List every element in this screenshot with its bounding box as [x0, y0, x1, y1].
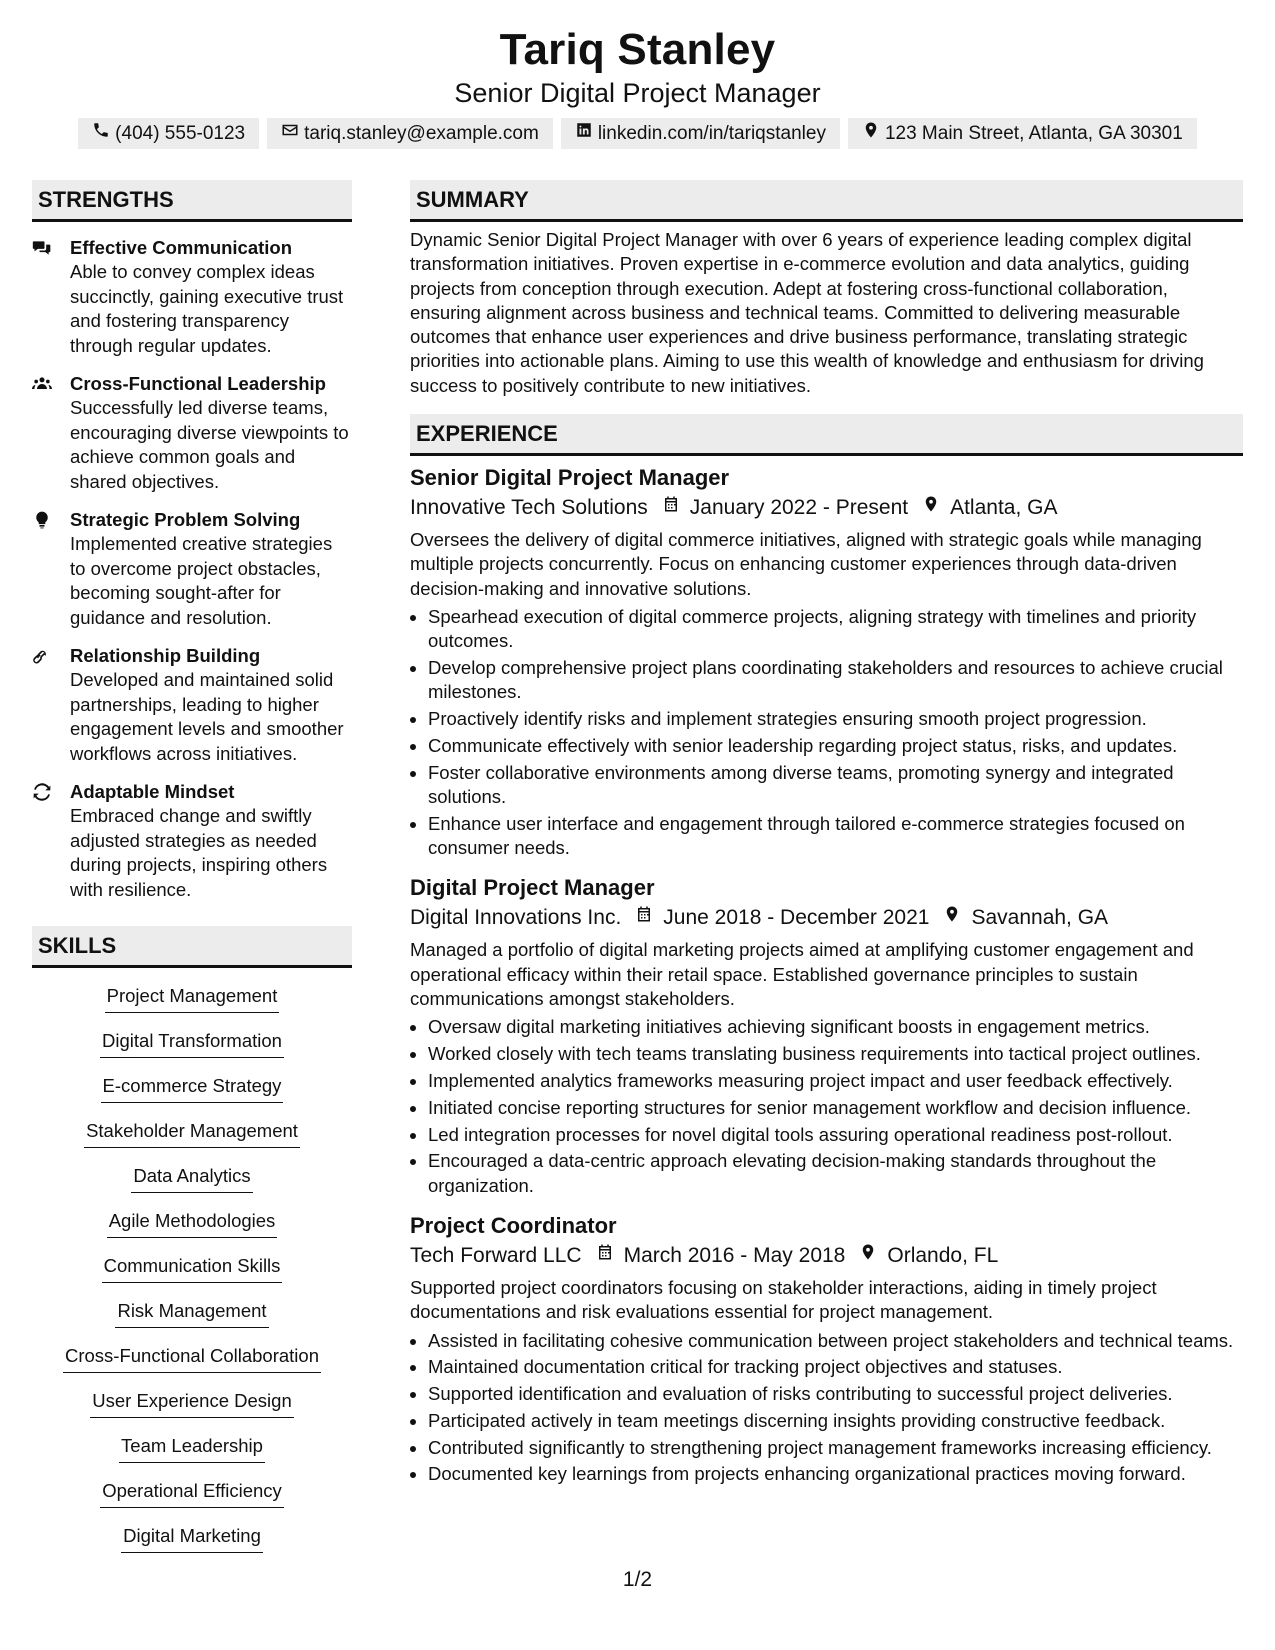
job-title: Project Coordinator	[410, 1212, 617, 1238]
skill-tag: Data Analytics	[131, 1160, 252, 1193]
address-text: 123 Main Street, Atlanta, GA 30301	[884, 122, 1183, 144]
job-meta	[410, 494, 1243, 522]
summary-text: Dynamic Senior Digital Project Manager with over 6 years of experience leading complex digital transformation initiatives. Proven expertise in e-commerce evolution and data analytics, guiding projects from conception through execution. Adept at fostering cross-functional collaboration, ensuring alignment across business and technical teams. Committed to delivering measurable outcomes that enhance user experiences and drive business performance, translating strategic priorities into actionable plans. Aiming to use this wealth of knowledge and enthusiasm for driving success to positively contribute to new initiatives.	[410, 229, 1204, 396]
job-company: Tech Forward LLC	[410, 1243, 582, 1267]
job-company: Innovative Tech Solutions	[410, 496, 648, 520]
job-company: Digital Innovations Inc.	[410, 906, 622, 930]
resume-header	[0, 0, 1275, 149]
job-bullet: • Oversaw digital marketing initiatives achieving significant boosts in engagement metrics.	[428, 1015, 1243, 1039]
skill-tag: Digital Transformation	[100, 1025, 284, 1058]
job-bullet: • Supported identification and evaluation of risks contributing to successful project deliveries.	[428, 1382, 1243, 1406]
job-meta	[410, 1242, 1243, 1270]
job-title: Senior Digital Project Manager	[410, 465, 730, 491]
job-bullet: • Participated actively in team meetings discerning insights providing constructive feedback.	[428, 1409, 1243, 1433]
job-dates: March 2016 - May 2018	[623, 1243, 846, 1267]
strength-item	[32, 508, 352, 630]
resume-body	[32, 180, 1243, 1559]
job-bullet: • Assisted in facilitating cohesive communication between project stakeholders and technical teams.	[428, 1329, 1243, 1353]
job-description: Managed a portfolio of digital marketing projects aimed at amplifying customer engagement and operational efficacy within their retail space. Established governance principles to sustain communications amongst stakeholders.	[410, 939, 1194, 1010]
skill-tag: Team Leadership	[119, 1430, 265, 1463]
candidate-title: Senior Digital Project Manager	[454, 78, 821, 108]
summary-heading: SUMMARY	[410, 180, 1243, 222]
job-bullets	[410, 1015, 1243, 1198]
strength-item	[32, 372, 352, 494]
chat-bubbles-icon	[32, 236, 70, 358]
phone-text: (404) 555-0123	[115, 122, 246, 144]
job-bullet: • Initiated concise reporting structures for senior management workflow and decision influence.	[428, 1096, 1243, 1120]
email-text: tariq.stanley@example.com	[304, 122, 539, 144]
page-number: 1/2	[622, 1568, 653, 1591]
strength-title: Effective Communication	[70, 237, 293, 258]
job-description: Oversees the delivery of digital commerce initiatives, aligned with strategic goals while managing multiple projects concurrently. Focus on enhancing customer experiences through data-driven decision-making and innovative solutions.	[410, 529, 1202, 599]
calendar-icon	[648, 494, 690, 522]
linkedin-icon	[575, 121, 593, 146]
job-bullet: • Develop comprehensive project plans coordinating stakeholders and resources to achieve crucial milestones.	[428, 656, 1243, 705]
strength-title: Strategic Problem Solving	[70, 509, 301, 530]
job-bullet: • Enhance user interface and engagement through tailored e-commerce strategies focused on consumer needs.	[428, 812, 1243, 861]
skills-heading: SKILLS	[32, 926, 352, 968]
people-group-icon	[32, 372, 70, 494]
contact-bar	[0, 118, 1275, 149]
strength-title: Adaptable Mindset	[70, 781, 235, 802]
envelope-icon	[281, 121, 299, 146]
job-entry	[410, 874, 1243, 1197]
right-column	[410, 180, 1243, 1559]
strength-item	[32, 644, 352, 766]
skill-tag: Operational Efficiency	[100, 1475, 284, 1508]
lightbulb-icon	[32, 508, 70, 630]
phone-icon	[92, 121, 110, 146]
skill-tag: Digital Marketing	[121, 1520, 263, 1553]
job-location: Savannah, GA	[971, 906, 1109, 930]
skill-tag: Communication Skills	[102, 1250, 283, 1283]
job-location: Atlanta, GA	[950, 496, 1058, 520]
candidate-name: Tariq Stanley	[499, 25, 776, 74]
calendar-icon	[582, 1242, 624, 1270]
skill-tag: E-commerce Strategy	[101, 1070, 284, 1103]
skills-list	[32, 968, 352, 1559]
strengths-list	[32, 236, 352, 902]
job-entry	[410, 1212, 1243, 1487]
strength-desc: Embraced change and swiftly adjusted strategies as needed during projects, inspiring others with resilience.	[70, 805, 328, 900]
job-bullet: • Implemented analytics frameworks measuring project impact and user feedback effectively.	[428, 1069, 1243, 1093]
strength-item	[32, 236, 352, 358]
strength-desc: Developed and maintained solid partnerships, leading to higher engagement levels and smoother workflows across initiatives.	[70, 669, 344, 764]
strength-desc: Able to convey complex ideas succinctly, gaining executive trust and fostering transparency through regular updates.	[70, 261, 344, 356]
contact-email	[267, 118, 553, 149]
job-bullet: • Documented key learnings from projects enhancing organizational practices moving forward.	[428, 1462, 1243, 1486]
contact-address	[848, 118, 1197, 149]
location-pin-icon	[929, 904, 971, 932]
job-bullet: • Spearhead execution of digital commerce projects, aligning strategy with timelines and priority outcomes.	[428, 605, 1243, 654]
skill-tag: User Experience Design	[90, 1385, 293, 1418]
refresh-icon	[32, 780, 70, 902]
job-bullet: • Maintained documentation critical for tracking project objectives and statuses.	[428, 1355, 1243, 1379]
job-dates: January 2022 - Present	[689, 496, 909, 520]
skill-tag: Agile Methodologies	[107, 1205, 278, 1238]
strength-desc: Implemented creative strategies to overcome project obstacles, becoming sought-after for guidance and resolution.	[70, 533, 333, 628]
skill-tag: Stakeholder Management	[84, 1115, 300, 1148]
job-meta	[410, 904, 1243, 932]
job-bullets	[410, 1329, 1243, 1487]
contact-linkedin	[561, 118, 840, 149]
job-dates: June 2018 - December 2021	[663, 906, 930, 930]
contact-phone	[78, 118, 259, 149]
job-bullet: • Proactively identify risks and implement strategies ensuring smooth project progression.	[428, 707, 1243, 731]
job-bullet: • Foster collaborative environments among diverse teams, promoting synergy and integrated solutions.	[428, 761, 1243, 810]
location-pin-icon	[845, 1242, 887, 1270]
job-bullets	[410, 605, 1243, 860]
strength-item	[32, 780, 352, 902]
job-location: Orlando, FL	[887, 1243, 999, 1267]
job-bullet: • Worked closely with tech teams translating business requirements into tactical project outlines.	[428, 1042, 1243, 1066]
job-entry	[410, 464, 1243, 860]
linkedin-text: linkedin.com/in/tariqstanley	[597, 122, 826, 144]
strength-title: Cross-Functional Leadership	[70, 373, 326, 394]
location-pin-icon	[908, 494, 950, 522]
experience-heading: EXPERIENCE	[410, 414, 1243, 456]
strength-desc: Successfully led diverse teams, encouraging diverse viewpoints to achieve common goals and shared objectives.	[70, 397, 349, 492]
job-description: Supported project coordinators focusing on stakeholder interactions, aiding in timely project documentations and risk evaluations essential for project management.	[410, 1276, 1157, 1323]
job-bullet: • Communicate effectively with senior leadership regarding project status, risks, and updates.	[428, 734, 1243, 758]
skill-tag: Risk Management	[115, 1295, 268, 1328]
job-bullet: • Contributed significantly to strengthening project management frameworks increasing efficiency.	[428, 1436, 1243, 1460]
strength-title: Relationship Building	[70, 645, 261, 666]
calendar-icon	[621, 904, 663, 932]
location-pin-icon	[862, 121, 880, 146]
job-title: Digital Project Manager	[410, 875, 655, 901]
job-bullet: • Led integration processes for novel digital tools assuring operational readiness post-rollout.	[428, 1123, 1243, 1147]
link-icon	[32, 644, 70, 766]
job-bullet: • Encouraged a data-centric approach elevating decision-making standards throughout the organization.	[428, 1149, 1243, 1198]
strengths-heading: STRENGTHS	[32, 180, 352, 222]
skill-tag: Project Management	[105, 980, 280, 1013]
left-column	[32, 180, 352, 1559]
skill-tag: Cross-Functional Collaboration	[63, 1340, 321, 1373]
